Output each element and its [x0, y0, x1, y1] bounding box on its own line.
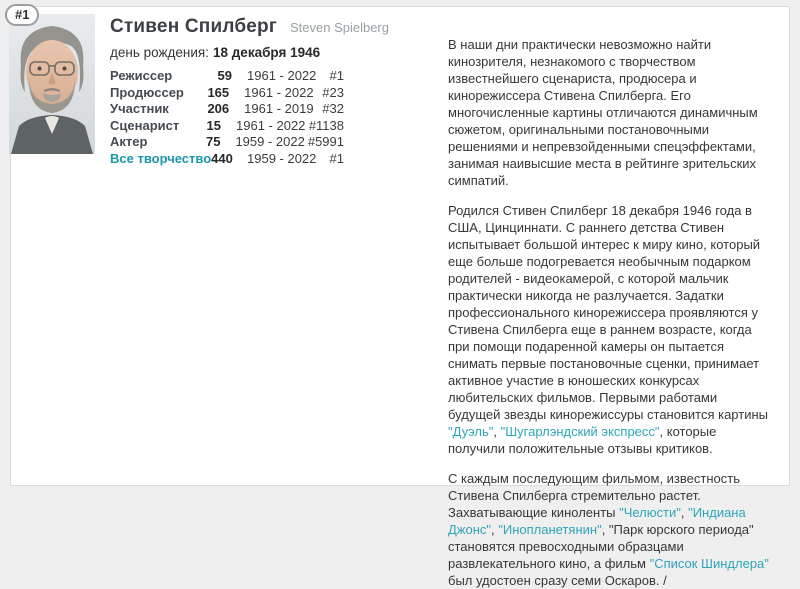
stats-label-count-cell	[110, 101, 229, 116]
stat-role-label: Сценарист	[110, 117, 180, 133]
stats-label-count-cell	[110, 68, 232, 83]
stats-row	[110, 134, 344, 151]
film-link[interactable]: "Челюсти"	[619, 505, 681, 520]
stats-row	[110, 151, 344, 168]
stat-count: 75	[205, 134, 221, 150]
bio-text-segment: Родился Стивен Спилберг 18 декабря 1946 года в США, Цинциннати. С раннего детства Стивен испытывает большой интерес к миру кино, который еще больше подогревается необычным подарком родителей - видеокамерой, с которой мальчик практически никогда не разлучается. Задатки профессионального кинорежиссера проявляются у Стивена Спилберга еще в раннем возрасте, когда при помощи подаренной камеры он пытается снимать первые постановочные сценки, принимает активное участие в юношеских конкурсах любительских фильмов. Первыми работами будущей звезды кинорежиссуры становится картины	[448, 203, 768, 422]
stat-count: 59	[217, 68, 232, 83]
stat-years-range: 1961 - 2019	[244, 101, 314, 117]
bio-paragraph	[448, 470, 773, 589]
stats-row	[110, 118, 344, 135]
stat-count: 15	[206, 117, 222, 133]
stat-role-label: Актер	[110, 134, 148, 150]
bio-text-segment: ,	[493, 424, 501, 439]
profile-header	[110, 16, 389, 38]
stat-rank: #32	[322, 101, 344, 117]
page-subtitle: Steven Spielberg	[289, 20, 389, 35]
stat-role-label: Участник	[110, 101, 169, 117]
birthdate-label: день рождения:	[110, 45, 209, 60]
birthdate-row	[110, 45, 320, 60]
bio-text-segment: В наши дни практически невозможно найти кинозрителя, незнакомого с творчеством известнейшего сценариста, продюсера и кинорежиссера Стивена Спилберга. Его многочисленные картины отличаются динамичным сюжетом, оригинальными постановочными решениями и непревзойденными спецэффектами, занимая наивысшие места в рейтинге зрительских симпатий.	[448, 37, 758, 188]
stat-rank: #1138	[308, 117, 344, 133]
film-link[interactable]: "Список Шиндлера"	[649, 556, 769, 571]
stats-label-count-cell	[110, 134, 220, 149]
stat-years-range: 1959 - 2022	[247, 150, 317, 166]
stat-rank: #23	[322, 84, 344, 100]
bio-text-segment: ,	[680, 505, 689, 520]
bio-text-segment: , "Парк юрского периода" становятся превосходными образцами развлекательного кино, а фильм	[448, 522, 754, 571]
stat-count: 206	[207, 101, 230, 117]
stats-row	[110, 101, 344, 118]
stats-label-count-cell	[110, 151, 232, 166]
portrait-illustration	[9, 14, 95, 154]
stats-row	[110, 85, 344, 102]
birthdate-value: 18 декабря 1946	[212, 45, 321, 60]
stats-label-count-cell	[110, 118, 221, 133]
bio-paragraph	[448, 36, 773, 189]
stat-role-label: Режиссер	[110, 68, 173, 83]
portrait-photo	[9, 14, 95, 154]
bio-text-segment: , которые получили положительные отзывы критиков.	[448, 424, 717, 456]
page-title: Стивен Спилберг	[110, 16, 277, 37]
stat-count: 165	[207, 84, 230, 100]
bio-paragraph	[448, 202, 773, 457]
biography-text	[448, 36, 773, 589]
stat-years-range: 1961 - 2022	[247, 68, 317, 83]
stat-role-label: Продюссер	[110, 84, 184, 100]
filmography-stats-table	[110, 68, 344, 168]
film-link[interactable]: "Дуэль"	[448, 424, 494, 439]
all-works-link[interactable]: Все творчество	[110, 150, 212, 166]
bio-text-segment: С каждым последующим фильмом, известность Стивена Спилберга стремительно растет. Захватывающие киноленты	[448, 471, 740, 520]
stat-years-range: 1959 - 2022	[235, 134, 305, 150]
stat-count: 440	[211, 150, 233, 166]
film-link[interactable]: "Индиана Джонс"	[448, 505, 746, 537]
stat-rank: #1	[329, 150, 344, 166]
stat-rank: #5991	[307, 134, 344, 150]
stat-years-range: 1961 - 2022	[236, 117, 306, 133]
stats-label-count-cell	[110, 85, 229, 100]
stats-row	[110, 68, 344, 85]
film-link[interactable]: "Шугарлэндский экспресс"	[500, 424, 660, 439]
stat-years-range: 1961 - 2022	[244, 84, 314, 100]
rank-badge: #1	[5, 4, 39, 26]
bio-text-segment: был удостоен сразу семи Оскаров. /	[448, 573, 667, 588]
film-link[interactable]: "Инопланетянин"	[498, 522, 602, 537]
profile-card	[10, 6, 790, 588]
bio-text-segment: ,	[491, 522, 499, 537]
stat-rank: #1	[329, 68, 344, 83]
